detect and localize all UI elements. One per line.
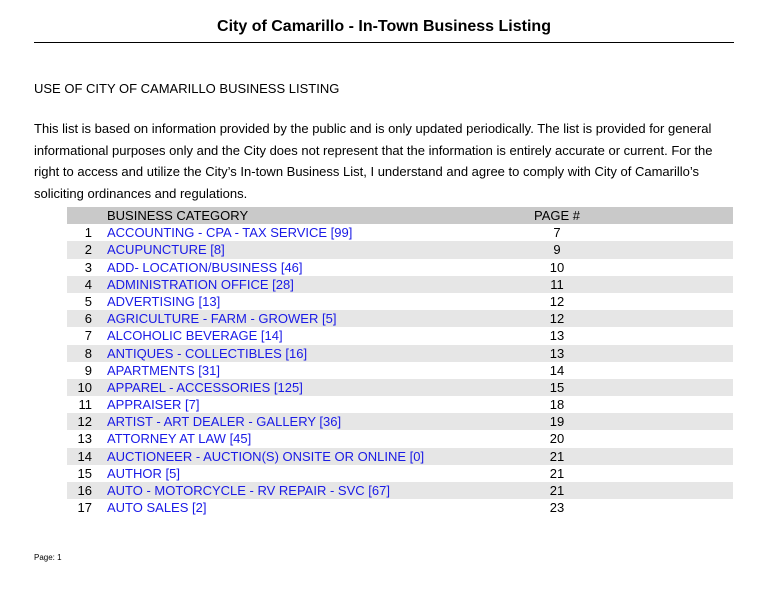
page-number: 23 (549, 500, 565, 516)
section-heading: USE OF CITY OF CAMARILLO BUSINESS LISTING (34, 81, 340, 96)
row-number: 10 (77, 379, 92, 395)
table-row (67, 448, 733, 465)
page-number: 13 (549, 328, 565, 344)
category-link[interactable]: AUTHOR [5] (107, 465, 180, 481)
category-link[interactable]: ADMINISTRATION OFFICE [28] (107, 276, 294, 292)
page-number: 14 (549, 362, 565, 378)
page-number: 12 (549, 311, 565, 327)
table-row (67, 396, 733, 413)
page-number: 21 (549, 465, 565, 481)
category-link[interactable]: APPAREL - ACCESSORIES [125] (107, 379, 303, 395)
row-number: 13 (77, 431, 92, 447)
page-number: 13 (549, 345, 565, 361)
category-table (67, 207, 733, 516)
row-number: 4 (84, 276, 92, 292)
row-number: 1 (84, 225, 92, 241)
header-business-category: BUSINESS CATEGORY (107, 208, 249, 223)
page-number: 20 (549, 431, 565, 447)
page-footer: Page: 1 (34, 553, 62, 562)
category-link[interactable]: ATTORNEY AT LAW [45] (107, 431, 252, 447)
page-number: 7 (553, 225, 561, 241)
page-number: 15 (549, 379, 565, 395)
table-row (67, 327, 733, 344)
table-row (67, 482, 733, 499)
category-link[interactable]: AGRICULTURE - FARM - GROWER [5] (107, 311, 337, 327)
table-row (67, 465, 733, 482)
table-row (67, 259, 733, 276)
row-number: 12 (77, 414, 92, 430)
category-link[interactable]: ACUPUNCTURE [8] (107, 242, 225, 258)
row-number: 2 (84, 242, 92, 258)
page-number: 18 (549, 397, 565, 413)
row-number: 8 (84, 345, 92, 361)
row-number: 14 (77, 448, 92, 464)
category-link[interactable]: APARTMENTS [31] (107, 362, 220, 378)
page-number: 9 (553, 242, 561, 258)
page-number: 10 (549, 259, 565, 275)
document-title: City of Camarillo - In-Town Business Listing (217, 18, 551, 35)
table-row (67, 293, 733, 310)
table-row (67, 413, 733, 430)
row-number: 9 (84, 362, 92, 378)
row-number: 3 (84, 259, 92, 275)
table-row (67, 430, 733, 447)
category-link[interactable]: ANTIQUES - COLLECTIBLES [16] (107, 345, 308, 361)
header-page-number: PAGE # (533, 208, 580, 223)
category-link[interactable]: ALCOHOLIC BEVERAGE [14] (107, 328, 283, 344)
category-link[interactable]: ADD- LOCATION/BUSINESS [46] (107, 259, 303, 275)
table-row (67, 345, 733, 362)
category-link[interactable]: ADVERTISING [13] (107, 293, 221, 309)
title-divider (34, 42, 734, 43)
table-row (67, 362, 733, 379)
row-number: 16 (77, 483, 92, 498)
category-link[interactable]: AUCTIONEER - AUCTION(S) ONSITE OR ONLINE [0] (107, 448, 425, 464)
table-row (67, 310, 733, 327)
row-number: 11 (78, 397, 92, 413)
row-number: 5 (84, 293, 92, 309)
category-link[interactable]: ACCOUNTING - CPA - TAX SERVICE [99] (107, 225, 353, 241)
page-number: 21 (549, 483, 565, 498)
page-number: 11 (550, 276, 564, 292)
table-body (67, 224, 733, 516)
row-number: 7 (84, 328, 92, 344)
category-link[interactable]: AUTO SALES [2] (107, 500, 207, 516)
intro-paragraph: This list is based on information provided by the public and is only updated periodically. The list is provided for general informational purposes only and the City does not represent that the information is entirely accurate or current. For the right to access and utilize the City’s In-town Business List, I understand and agree to comply with City of Camarillo’s soliciting ordinances and regulations. (34, 121, 713, 201)
category-link[interactable]: APPRAISER [7] (107, 397, 200, 413)
table-header-row (67, 207, 733, 224)
table-row (67, 224, 733, 241)
row-number: 6 (84, 311, 92, 327)
category-link[interactable]: AUTO - MOTORCYCLE - RV REPAIR - SVC [67] (107, 483, 390, 498)
page-number: 12 (549, 293, 565, 309)
row-number: 17 (77, 500, 92, 516)
page-number: 21 (549, 448, 565, 464)
page-number: 19 (549, 414, 565, 430)
row-number: 15 (77, 465, 92, 481)
table-row (67, 241, 733, 258)
table-row (67, 276, 733, 293)
category-link[interactable]: ARTIST - ART DEALER - GALLERY [36] (107, 414, 342, 430)
table-row (67, 379, 733, 396)
table-row (67, 499, 733, 516)
